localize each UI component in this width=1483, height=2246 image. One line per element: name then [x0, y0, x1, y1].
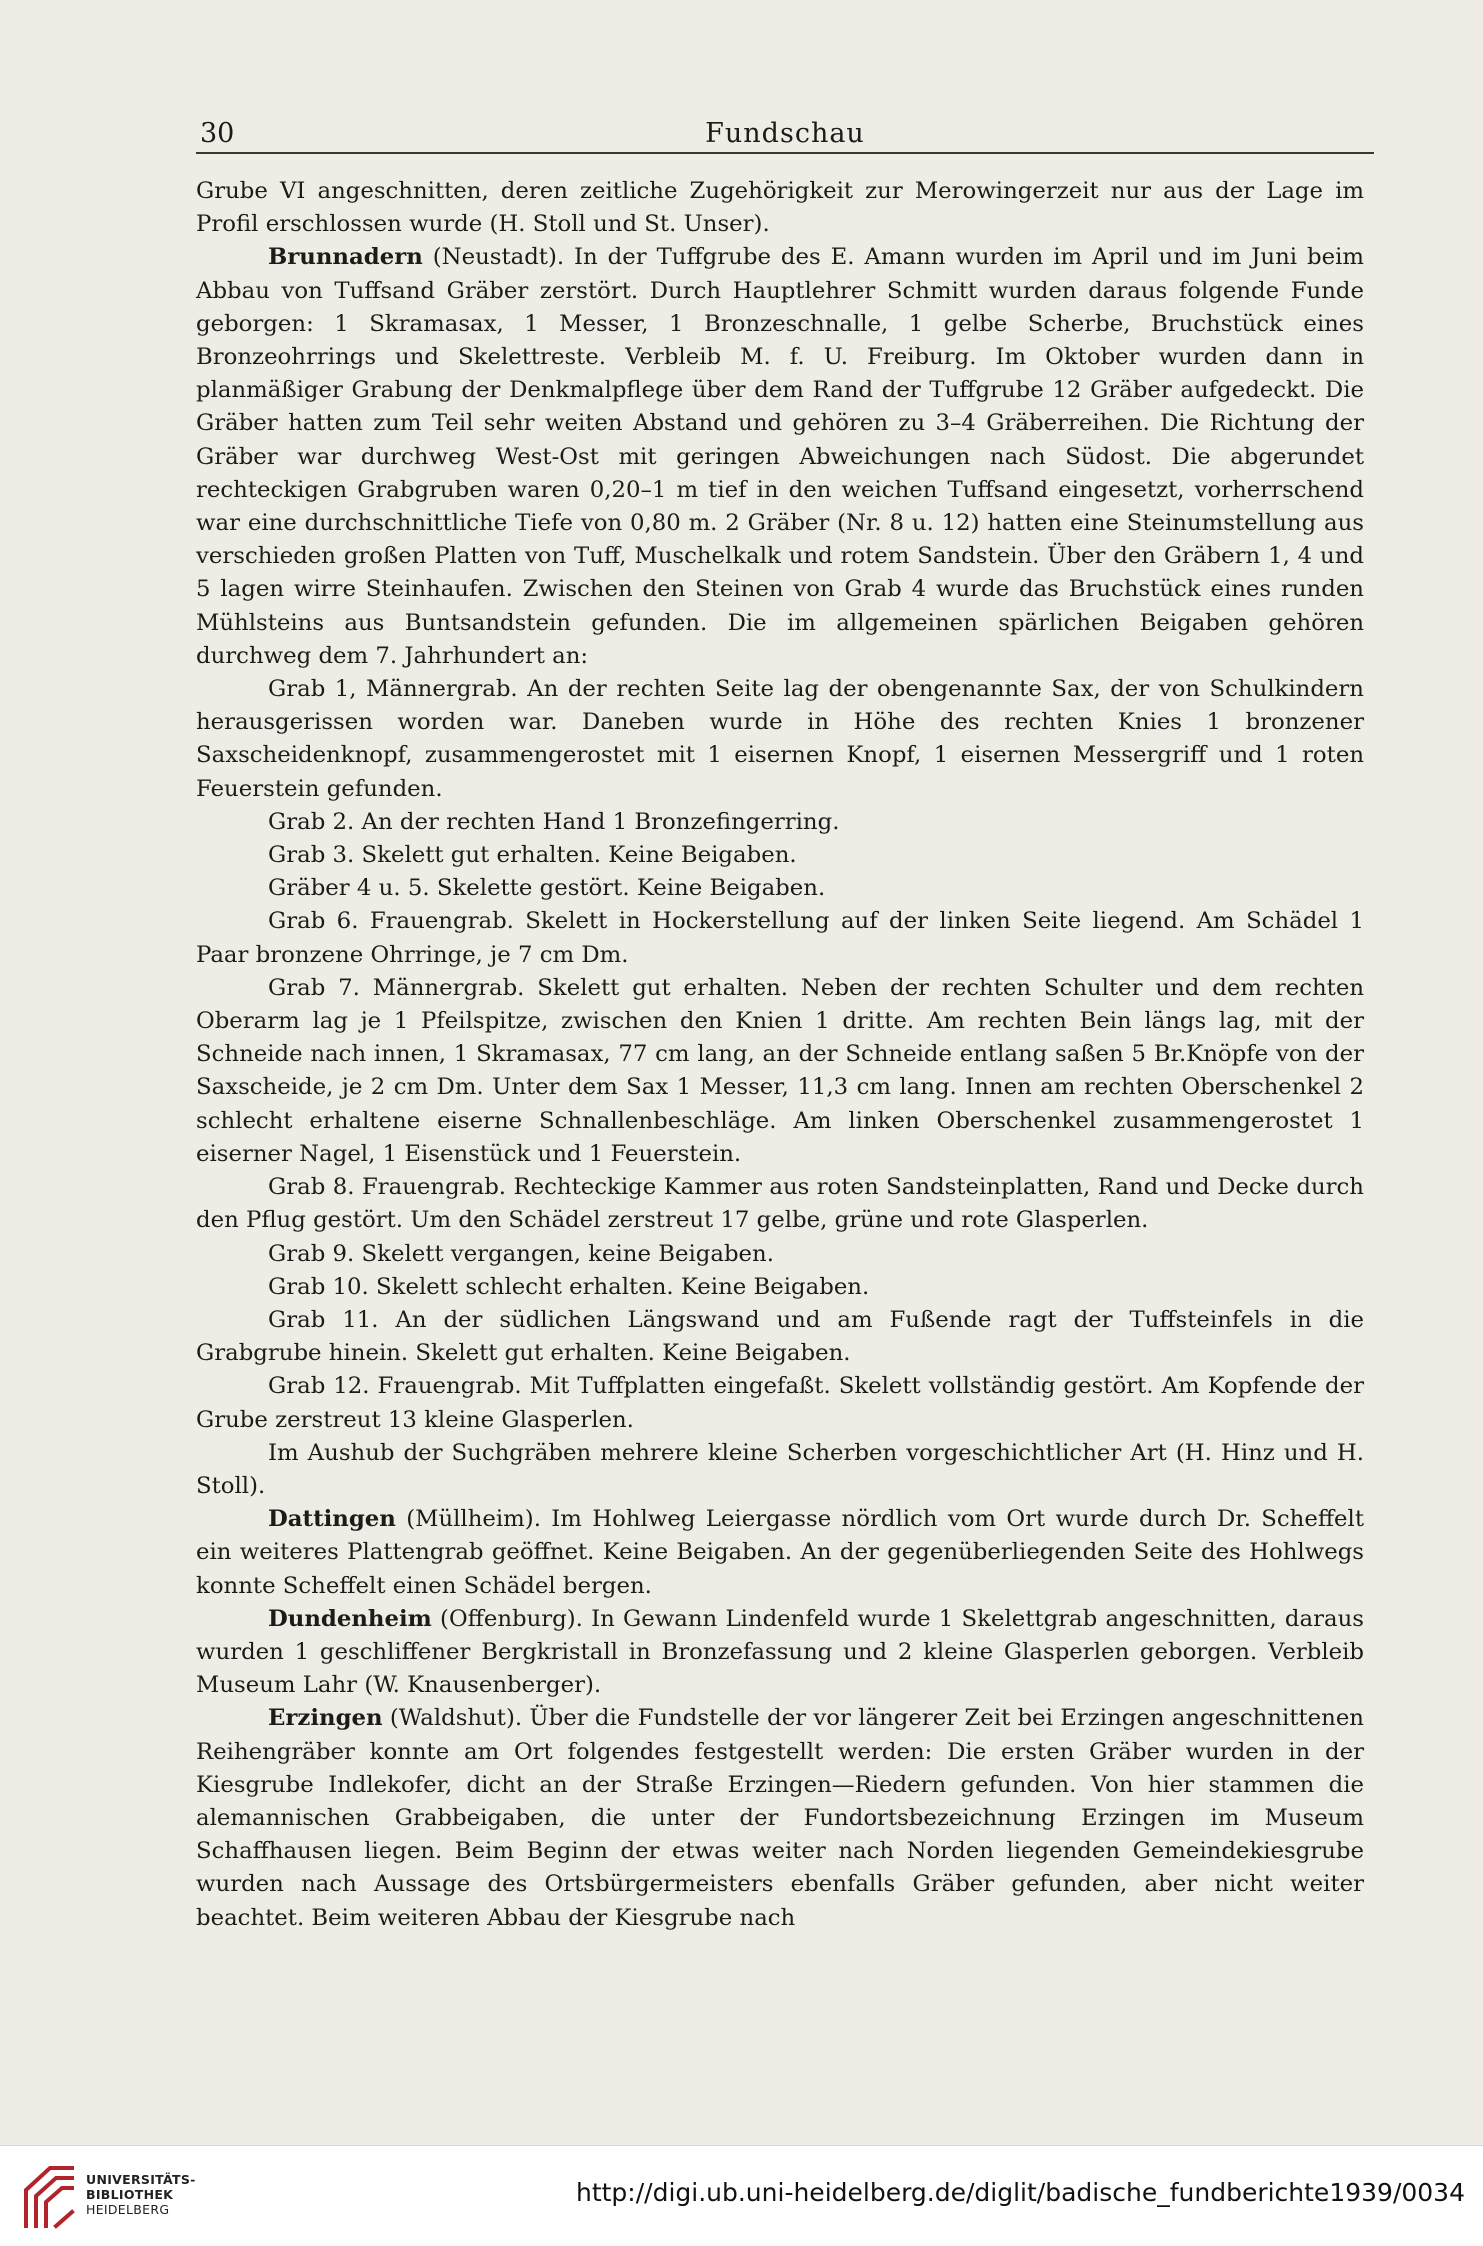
- paragraph-text: Grab 1, Männergrab. An der rechten Seite lag der obengenannte Sax, der von Schulkindern herausgerissen worden war. Daneben wurde in Höhe des rechten Knies 1 bronzener Saxscheidenknopf, zusammengerostet mit 1 eisernen Knopf, 1 eisernen Messergriff und 1 roten Feuerstein gefunden.: [196, 676, 1364, 802]
- page-header: [196, 112, 1374, 154]
- paragraph-text: Grab 6. Frauengrab. Skelett in Hockerstellung auf der linken Seite liegend. Am Schädel 1 Paar bronzene Ohrringe, je 7 cm Dm.: [196, 908, 1364, 968]
- paragraph: [196, 1437, 1364, 1503]
- paragraph: [196, 1370, 1364, 1436]
- paragraph: [196, 972, 1364, 1171]
- paragraph: [196, 1503, 1364, 1603]
- paragraph-text: Grab 10. Skelett schlecht erhalten. Keine Beigaben.: [268, 1273, 870, 1300]
- paragraph-text: Grab 7. Männergrab. Skelett gut erhalten. Neben der rechten Schulter und dem rechten Oberarm lag je 1 Pfeilspitze, zwischen den Knien 1 dritte. Am rechten Bein längs lag, mit der Schneide nach innen, 1 Skramasax, 77 cm lang, an der Schneide entlang saßen 5 Br.Knöpfe von der Saxscheide, je 2 cm Dm. Unter dem Sax 1 Messer, 11,3 cm lang. Innen am rechten Oberschenkel 2 schlecht erhaltene eiserne Schnallenbeschläge. Am linken Oberschenkel zusammengerostet 1 eiserner Nagel, 1 Eisenstück und 1 Feuerstein.: [196, 974, 1364, 1167]
- paragraph: [196, 872, 1364, 905]
- paragraph-text: Grab 12. Frauengrab. Mit Tuffplatten eingefaßt. Skelett vollständig gestört. Am Kopfende der Grube zerstreut 13 kleine Glasperlen.: [196, 1373, 1364, 1433]
- paragraph-text: (Waldshut). Über die Fundstelle der vor längerer Zeit bei Erzingen angeschnittenen Reihengräber konnte am Ort folgendes festgestellt werden: Die ersten Gräber wurden in der Kiesgrube Indlekofer, dicht an der Straße Erzingen—Riedern gefunden. Von hier stammen die alemannischen Grabbeigaben, die unter der Fundortsbezeichnung Erzingen im Museum Schaffhausen liegen. Beim Beginn der etwas weiter nach Norden liegenden Gemeindekiesgrube wurden nach Aussage des Ortsbürgermeisters ebenfalls Gräber gefunden, aber nicht weiter beachtet. Beim weiteren Abbau der Kiesgrube nach: [196, 1705, 1364, 1931]
- body-text: [196, 175, 1364, 1935]
- paragraph-text: (Neustadt). In der Tuffgrube des E. Amann wurden im April und im Juni beim Abbau von Tuffsand Gräber zerstört. Durch Hauptlehrer Schmitt wurden daraus folgende Funde geborgen: 1 Skramasax, 1 Messer, 1 Bronzeschnalle, 1 gelbe Scherbe, Bruchstück eines Bronzeohrrings und Skelettreste. Verbleib M. f. U. Freiburg. Im Oktober wurden dann in planmäßiger Grabung der Denkmalpflege über dem Rand der Tuffgrube 12 Gräber aufgedeckt. Die Gräber hatten zum Teil sehr weiten Abstand und gehören zu 3–4 Gräberreihen. Die Richtung der Gräber war durchweg West-Ost mit geringen Abweichungen nach Südost. Die abgerundet rechteckigen Grabgruben waren 0,20–1 m tief in den weichen Tuffsand eingesetzt, vorherrschend war eine durchschnittliche Tiefe von 0,80 m. 2 Gräber (Nr. 8 u. 12) hatten eine Steinumstellung aus verschieden großen Platten von Tuff, Muschelkalk und rotem Sandstein. Über den Gräbern 1, 4 und 5 lagen wirre Steinhaufen. Zwischen den Steinen von Grab 4 wurde das Bruchstück eines runden Mühlsteins aus Buntsandstein gefunden. Die im allgemeinen spärlichen Beigaben gehören durchweg dem 7. Jahrhundert an:: [196, 244, 1364, 669]
- paragraph-text: Grab 8. Frauengrab. Rechteckige Kammer aus roten Sandsteinplatten, Rand und Decke durch den Pflug gestört. Um den Schädel zerstreut 17 gelbe, grüne und rote Glasperlen.: [196, 1174, 1364, 1234]
- page-number: 30: [200, 118, 235, 149]
- paragraph: [196, 905, 1364, 971]
- library-name: [86, 2172, 196, 2217]
- paragraph-text: Gräber 4 u. 5. Skelette gestört. Keine Beigaben.: [268, 875, 826, 902]
- site-name: Dattingen: [268, 1506, 396, 1533]
- paragraph-text: Grab 3. Skelett gut erhalten. Keine Beigaben.: [268, 842, 797, 869]
- library-name-line: UNIVERSITÄTS-: [86, 2172, 196, 2187]
- paragraph-text: Grube VI angeschnitten, deren zeitliche Zugehörigkeit zur Merowingerzeit nur aus der Lage im Profil erschlossen wurde (H. Stoll und St. Unser).: [196, 178, 1364, 238]
- paragraph-text: Grab 2. An der rechten Hand 1 Bronzefingerring.: [268, 808, 840, 835]
- paragraph-text: Grab 9. Skelett vergangen, keine Beigaben.: [268, 1240, 774, 1267]
- library-name-line: BIBLIOTHEK: [86, 2187, 174, 2202]
- site-name: Dundenheim: [268, 1605, 432, 1632]
- paragraph-text: Im Aushub der Suchgräben mehrere kleine Scherben vorgeschichtlicher Art (H. Hinz und H. Stoll).: [196, 1439, 1364, 1499]
- paragraph: [196, 175, 1364, 241]
- paragraph: [196, 241, 1364, 673]
- paragraph: [196, 1171, 1364, 1237]
- site-name: Erzingen: [268, 1705, 383, 1732]
- paragraph: [196, 673, 1364, 806]
- paragraph: [196, 839, 1364, 872]
- paragraph: [196, 1304, 1364, 1370]
- paragraph: [196, 1238, 1364, 1271]
- paragraph-text: Grab 11. An der südlichen Längswand und am Fußende ragt der Tuffsteinfels in die Grabgrube hinein. Skelett gut erhalten. Keine Beigaben.: [196, 1306, 1364, 1367]
- paragraph-text: (Offenburg). In Gewann Lindenfeld wurde 1 Skelettgrab angeschnitten, daraus wurden 1 geschliffener Bergkristall in Bronzefassung und 2 kleine Glasperlen geborgen. Verbleib Museum Lahr (W. Knausenberger).: [196, 1605, 1364, 1699]
- site-name: Brunnadern: [268, 244, 423, 271]
- paragraph-text: (Müllheim). Im Hohlweg Leiergasse nördlich vom Ort wurde durch Dr. Scheffelt ein weiteres Plattengrab geöffnet. Keine Beigaben. An der gegenüberliegenden Seite des Hohlwegs konnte Scheffelt einen Schädel bergen.: [196, 1506, 1364, 1599]
- source-url-link[interactable]: http://digi.ub.uni-heidelberg.de/diglit/badische_fundberichte1939/0034: [575, 2178, 1465, 2207]
- running-title: Fundschau: [705, 118, 865, 149]
- university-library-logo-icon: [20, 2160, 78, 2232]
- paragraph: [196, 1271, 1364, 1304]
- paragraph: [196, 1603, 1364, 1703]
- paragraph: [196, 806, 1364, 839]
- footer-bar: [0, 2145, 1483, 2246]
- library-name-line: HEIDELBERG: [86, 2202, 170, 2217]
- paragraph: [196, 1702, 1364, 1934]
